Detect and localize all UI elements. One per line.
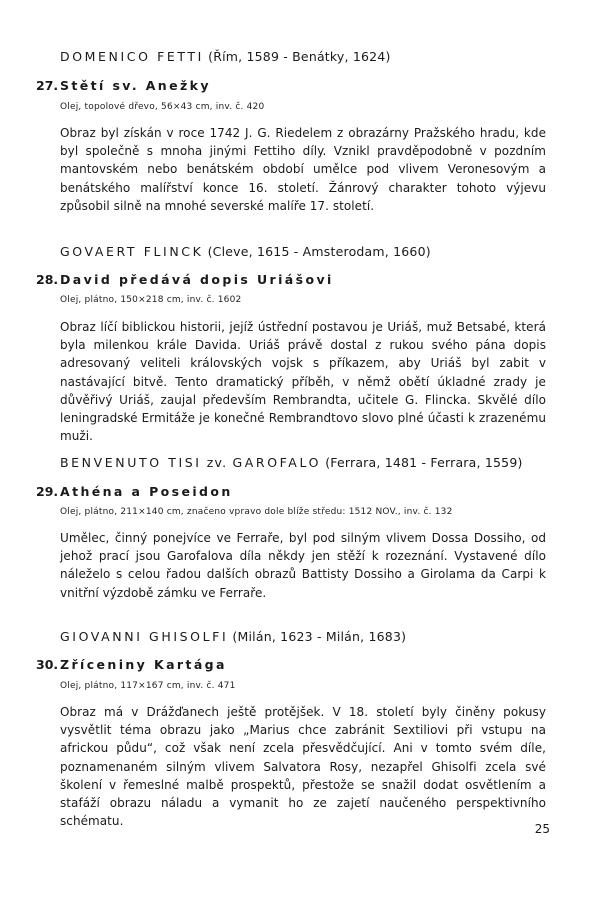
artwork-title-row [36, 484, 556, 499]
artwork-description: Obraz byl získán v roce 1742 J. G. Riedelem z obrazárny Pražského hradu, kde byl společně s mnoha jinými Fettiho díly. Vznikl pravděpodobně v pozdním mantovském nebo benátském období umělce pod vlivem Veronesovým a benátského malířství konce 16. století. Žánrový charakter tohoto výjevu způsobil silně na mnohé severské malíře 17. století. [60, 126, 546, 213]
artwork-meta: Olej, plátno, 117⨯167 cm, inv. č. 471 [60, 681, 236, 691]
artwork-title-row [36, 78, 556, 93]
catalog-number: 28. [36, 272, 59, 287]
artwork-meta: Olej, plátno, 211⨯140 cm, značeno vpravo dole blíže středu: 1512 NOV., inv. č. 132 [60, 507, 453, 517]
artwork-description: Umělec, činný ponejvíce ve Ferraře, byl pod silným vlivem Dossa Dossiho, od jehož prací jsou Garofalova díla někdy jen stěží k rozeznání. Vystavené dílo náleželo s celou řadou dalších obrazů Battisty Dossiho a Girolama da Carpi k vnitřní výzdobě zámku ve Ferraře. [60, 531, 546, 600]
artist-info: (Cleve, 1615 - Amsterodam, 1660) [203, 244, 431, 259]
artwork-title: Athéna a Poseidon [60, 484, 233, 499]
page-number: 25 [534, 822, 550, 836]
artist-info: (Ferrara, 1481 - Ferrara, 1559) [321, 455, 523, 470]
artist-alias-prefix: zv. [201, 455, 233, 470]
artwork-title: David předává dopis Uriášovi [60, 272, 334, 287]
catalog-number: 29. [36, 484, 59, 499]
artwork-meta: Olej, plátno, 150⨯218 cm, inv. č. 1602 [60, 295, 242, 305]
artwork-title-row [36, 272, 556, 287]
artist-heading [60, 629, 560, 644]
artwork-description: Obraz má v Drážďanech ještě protějšek. V 18. století byly činěny pokusy vysvětlit téma obrazu jako „Marius chce zabránit Sextiliovi při vstupu na africkou půdu“, což však není zcela přesvědčující. Ani v tomto svém díle, poznamenaném silným vlivem Salvatora Rosy, nezapřel Ghisolfi zcela své školení v řemeslné malbě prospektů, přestože se snažil dodat osvětlením a stafáží obrazu náladu a vymanit ho ze zajetí naučeného perspektivního schématu. [60, 705, 546, 829]
catalog-number: 30. [36, 657, 59, 672]
artist-name: GOVAERT FLINCK [60, 244, 204, 259]
artist-name: BENVENUTO TISI [60, 455, 202, 470]
artwork-title: Zříceniny Kartága [60, 657, 227, 672]
artist-name: GIOVANNI GHISOLFI [60, 629, 229, 644]
artist-name: DOMENICO FETTI [60, 49, 204, 64]
artist-alias: GAROFALO [232, 455, 322, 470]
artwork-description: Obraz líčí biblickou historii, jejíž ústřední postavou je Uriáš, muž Betsabé, která byla milenkou krále Davida. Uriáš právě dostal z rukou svého pána dopis adresovaný veliteli královských vojsk s příkazem, aby Uriáš byl zabit v nastávající bitvě. Tento dramatický příběh, v němž obětí úkladné zrady je důvěřivý Uriáš, zaujal především Rembrandta, učitele G. Flincka. Skvělé dílo leningradské Ermitáže je konečné Rembrandtovo slovo plné účasti k zrazenému muži. [60, 320, 546, 444]
artwork-title: Stětí sv. Anežky [60, 78, 211, 93]
artist-info: (Milán, 1623 - Milán, 1683) [228, 629, 407, 644]
catalog-number: 27. [36, 78, 59, 93]
artist-heading [60, 49, 560, 64]
artist-heading [60, 244, 560, 259]
artwork-title-row [36, 657, 556, 672]
artist-heading [60, 455, 560, 470]
artwork-meta: Olej, topolové dřevo, 56⨯43 cm, inv. č. 420 [60, 102, 265, 112]
artist-info: (Řím, 1589 - Benátky, 1624) [203, 49, 391, 64]
